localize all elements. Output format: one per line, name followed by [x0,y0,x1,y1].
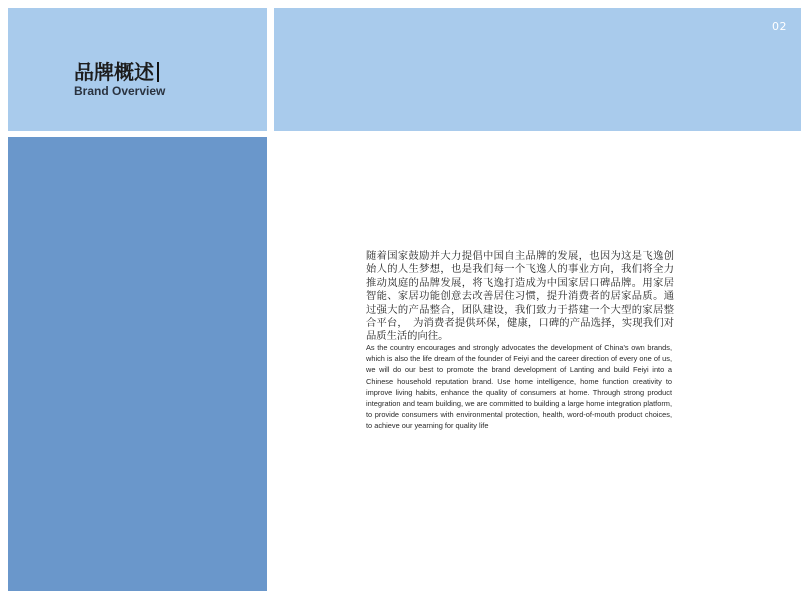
title-cn-text: 品牌概述 [74,60,154,84]
title-block [74,60,165,98]
body-text-english: As the country encourages and strongly advocates the development of China's own brands, which is also the life dream of the founder of Feiyi and the career direction of every one of us, we will do our best to promote the brand development of Lanting and build Feiyi into a Chinese household reputation brand. Use home intelligence, home function creativity to improve living habits, enhance the quality of consumers at home. Through strong product integration and team building, we are committed to building a large home integration platform, to provide consumers with environmental protection, health, word-of-mouth product choices, to achieve our yearning for quality life [366,343,672,431]
title-subheading: Brand Overview [74,84,166,98]
side-panel [8,137,267,591]
title-accent-bar [157,62,159,82]
title-heading [74,60,165,84]
title-panel [8,8,267,131]
page-number: 02 [772,20,787,33]
header-panel [274,8,801,131]
body-text-chinese: 随着国家鼓励并大力提倡中国自主品牌的发展，也因为这是飞逸创始人的人生梦想，也是我们每一个飞逸人的事业方向，我们将全力推动岚庭的品牌发展，将飞逸打造成为中国家居口碑品牌。用家居智能、家居功能创意去改善居住习惯，提升消费者的居家品质。通过强大的产品整合，团队建设，我们致力于搭建一个大型的家居整合平台， 为消费者提供环保，健康，口碑的产品选择，实现我们对品质生活的向往。 [366,250,674,343]
